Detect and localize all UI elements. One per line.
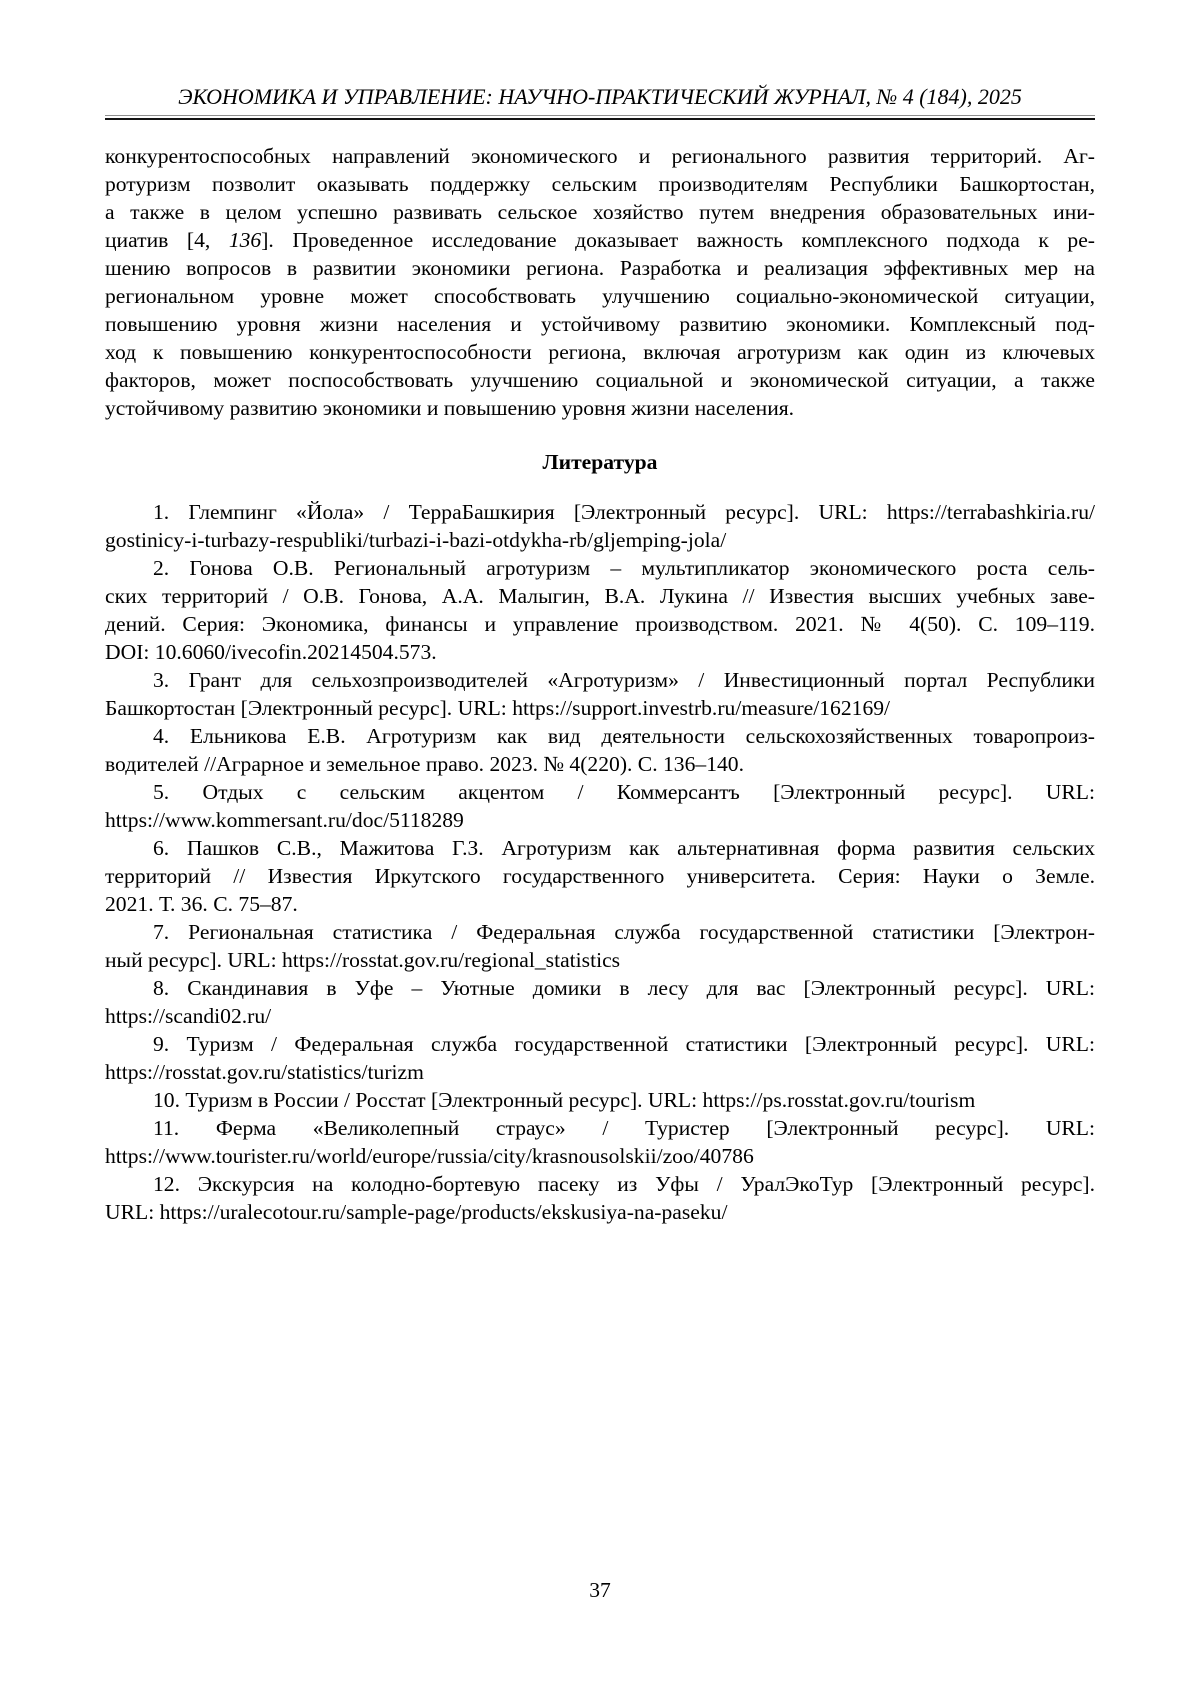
reference-item <box>105 554 1095 666</box>
text-line <box>105 1086 1095 1114</box>
text-segment: DOI: 10.6060/ivecofin.20214504.573. <box>105 640 437 664</box>
text-segment: 7. Региональная статистика / Федеральная служба государственной статистики [Электрон- <box>153 920 1095 944</box>
text-line <box>105 254 1095 282</box>
header-rule <box>105 115 1095 120</box>
text-line <box>105 338 1095 366</box>
reference-item <box>105 1086 1095 1114</box>
text-segment: дений. Серия: Экономика, финансы и управление производством. 2021. № 4(50). С. 109–119. <box>105 612 1095 636</box>
text-segment: факторов, может поспособствовать улучшению социальной и экономической ситуации, а также <box>105 368 1095 392</box>
reference-item <box>105 918 1095 974</box>
text-line <box>105 142 1095 170</box>
text-segment: 10. Туризм в России / Росстат [Электронный ресурс]. URL: https://ps.rosstat.gov.ru/tourism <box>153 1088 976 1112</box>
text-segment: территорий // Известия Иркутского государственного университета. Серия: Науки о Земле. <box>105 864 1095 888</box>
text-line <box>105 1170 1095 1198</box>
reference-item <box>105 666 1095 722</box>
text-line <box>105 778 1095 806</box>
references-list <box>105 498 1095 1226</box>
text-line <box>105 890 1095 918</box>
text-line <box>105 582 1095 610</box>
text-segment: ских территорий / О.В. Гонова, А.А. Малыгин, В.А. Лукина // Известия высших учебных заве- <box>105 584 1095 608</box>
text-line <box>105 282 1095 310</box>
text-segment: https://www.kommersant.ru/doc/5118289 <box>105 808 464 832</box>
text-line <box>105 806 1095 834</box>
reference-item <box>105 834 1095 918</box>
text-segment: 9. Туризм / Федеральная служба государственной статистики [Электронный ресурс]. URL: <box>153 1032 1095 1056</box>
text-segment: 12. Экскурсия на колодно-бортевую пасеку из Уфы / УралЭкоТур [Электронный ресурс]. <box>153 1172 1095 1196</box>
text-segment: а также в целом успешно развивать сельское хозяйство путем внедрения образовательных ини- <box>105 200 1095 224</box>
text-line <box>105 722 1095 750</box>
text-segment: водителей //Аграрное и земельное право. 2023. № 4(220). С. 136–140. <box>105 752 744 776</box>
text-line <box>105 1142 1095 1170</box>
text-line <box>105 198 1095 226</box>
text-segment: 5. Отдых с сельским акцентом / Коммерсантъ [Электронный ресурс]. URL: <box>153 780 1095 804</box>
reference-item <box>105 974 1095 1030</box>
text-line <box>105 310 1095 338</box>
text-line <box>105 750 1095 778</box>
text-line <box>105 394 1095 422</box>
reference-item <box>105 498 1095 554</box>
text-line <box>105 1030 1095 1058</box>
text-segment: конкурентоспособных направлений экономического и регионального развития территорий. Аг- <box>105 144 1095 168</box>
text-line <box>105 974 1095 1002</box>
text-line <box>105 226 1095 254</box>
text-segment: 2021. Т. 36. С. 75–87. <box>105 892 298 916</box>
text-line <box>105 862 1095 890</box>
text-segment: https://www.tourister.ru/world/europe/russia/city/krasnousolskii/zoo/40786 <box>105 1144 754 1168</box>
text-segment: 1. Глемпинг «Йола» / ТерраБашкирия [Электронный ресурс]. URL: https://terrabashkiria.ru/ <box>153 500 1095 524</box>
text-line <box>105 694 1095 722</box>
text-line <box>105 554 1095 582</box>
text-segment: Башкортостан [Электронный ресурс]. URL: https://support.investrb.ru/measure/162169/ <box>105 696 891 720</box>
body-paragraph <box>105 142 1095 422</box>
references-heading: Литература <box>542 450 658 474</box>
text-segment: https://rosstat.gov.ru/statistics/turizm <box>105 1060 424 1084</box>
text-line <box>105 610 1095 638</box>
text-segment: 2. Гонова О.В. Региональный агротуризм – мультипликатор экономического роста сель- <box>153 556 1095 580</box>
text-line <box>105 834 1095 862</box>
text-segment: 4. Ельникова Е.В. Агротуризм как вид деятельности сельскохозяйственных товаропроиз- <box>153 724 1095 748</box>
reference-item <box>105 778 1095 834</box>
text-line <box>105 170 1095 198</box>
text-segment: 11. Ферма «Великолепный страус» / Туристер [Электронный ресурс]. URL: <box>153 1116 1095 1140</box>
text-line <box>105 1058 1095 1086</box>
reference-item <box>105 1030 1095 1086</box>
reference-item <box>105 722 1095 778</box>
page-content <box>105 84 1095 1226</box>
text-segment: повышению уровня жизни населения и устойчивому развитию экономики. Комплексный под- <box>105 312 1095 336</box>
text-segment: 6. Пашков С.В., Мажитова Г.З. Агротуризм как альтернативная форма развития сельских <box>153 836 1095 860</box>
text-segment: gostinicy-i-turbazy-respubliki/turbazi-i-bazi-otdykha-rb/gljemping-jola/ <box>105 528 727 552</box>
text-segment: шению вопросов в развитии экономики региона. Разработка и реализация эффективных мер на <box>105 256 1095 280</box>
text-segment: циатив [4, <box>105 228 229 252</box>
text-segment: ход к повышению конкурентоспособности региона, включая агротуризм как один из ключевых <box>105 340 1095 364</box>
text-segment: ный ресурс]. URL: https://rosstat.gov.ru/regional_statistics <box>105 948 621 972</box>
text-segment: ротуризм позволит оказывать поддержку сельским производителям Республики Башкортостан, <box>105 172 1095 196</box>
text-line <box>105 638 1095 666</box>
text-line <box>105 918 1095 946</box>
text-line <box>105 1198 1095 1226</box>
running-head: ЭКОНОМИКА И УПРАВЛЕНИЕ: НАУЧНО-ПРАКТИЧЕСКИЙ ЖУРНАЛ, № 4 (184), 2025 <box>178 84 1022 109</box>
italic-text: 136 <box>228 228 262 252</box>
text-segment: 8. Скандинавия в Уфе – Уютные домики в лесу для вас [Электронный ресурс]. URL: <box>153 976 1095 1000</box>
text-line <box>105 946 1095 974</box>
text-segment: https://scandi02.ru/ <box>105 1004 272 1028</box>
page-number: 37 <box>589 1578 611 1602</box>
text-segment: URL: https://uralecotour.ru/sample-page/products/ekskusiya-na-paseku/ <box>105 1200 728 1224</box>
text-line <box>105 366 1095 394</box>
text-segment: ]. Проведенное исследование доказывает важность комплексного подхода к ре- <box>261 228 1095 252</box>
text-segment: устойчивому развитию экономики и повышению уровня жизни населения. <box>105 396 795 420</box>
reference-item <box>105 1114 1095 1170</box>
text-line <box>105 526 1095 554</box>
reference-item <box>105 1170 1095 1226</box>
text-line <box>105 666 1095 694</box>
text-line <box>105 1114 1095 1142</box>
text-segment: региональном уровне может способствовать улучшению социально-экономической ситуации, <box>105 284 1095 308</box>
text-segment: 3. Грант для сельхозпроизводителей «Агротуризм» / Инвестиционный портал Республики <box>153 668 1095 692</box>
text-line <box>105 1002 1095 1030</box>
text-line <box>105 498 1095 526</box>
